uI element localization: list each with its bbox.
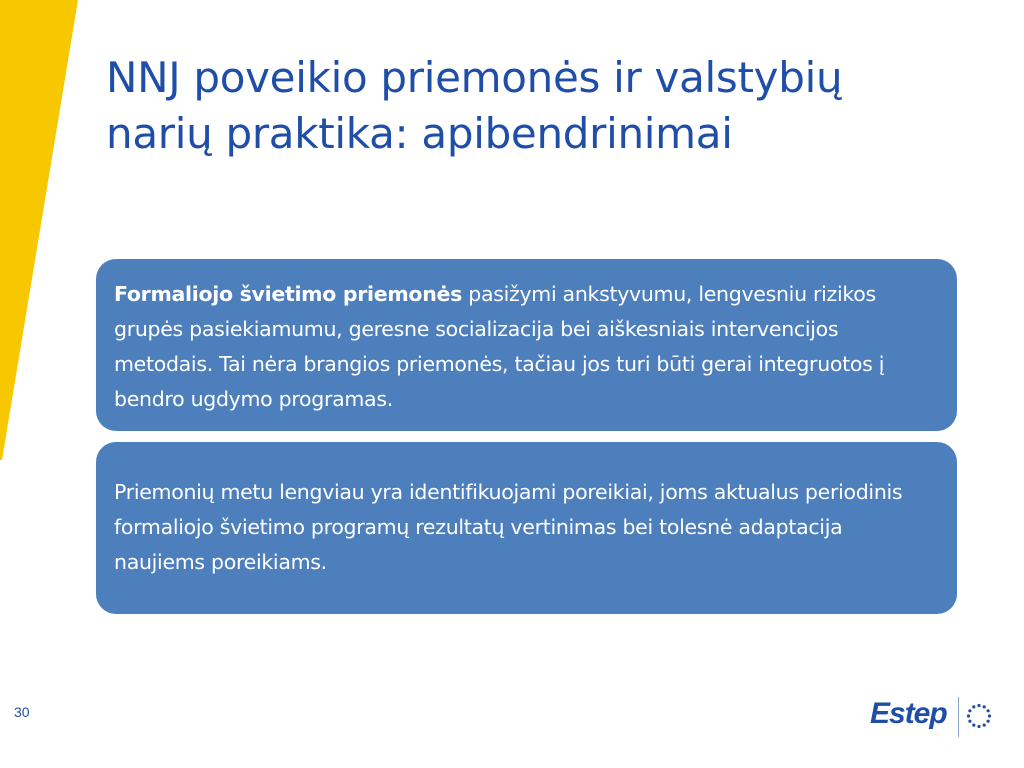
estep-logo (870, 695, 995, 739)
yellow-accent-band (0, 0, 80, 470)
slide-title (106, 50, 986, 162)
box-1-text: pasižymi ankstyvumu, lengvesniu rizikos grupės pasiekiamumu, geresne socializacija bei aiškesniais intervencijos metodais. Tai nėra brangios priemonės, tačiau jos turi būti gerai integruotos į bendro ugdymo programas. (114, 282, 885, 411)
logo-wordmark: Estep (870, 697, 947, 730)
title-line-2: narių praktika: apibendrinimai (106, 109, 733, 158)
logo-divider (958, 697, 959, 737)
slide-number: 30 (14, 704, 30, 720)
box-1-bold-lead: Formaliojo švietimo priemonės (114, 282, 463, 306)
title-line-1: NNJ poveikio priemonės ir valstybių (106, 53, 843, 102)
summary-box-needs-identification (96, 442, 957, 614)
summary-box-formal-education (96, 259, 957, 431)
box-2-text: Priemonių metu lengviau yra identifikuojami poreikiai, joms aktualus periodinis formaliojo švietimo programų rezultatų vertinimas bei tolesnė adaptacija naujiems poreikiams. (114, 480, 903, 574)
eu-stars-icon (966, 703, 992, 729)
